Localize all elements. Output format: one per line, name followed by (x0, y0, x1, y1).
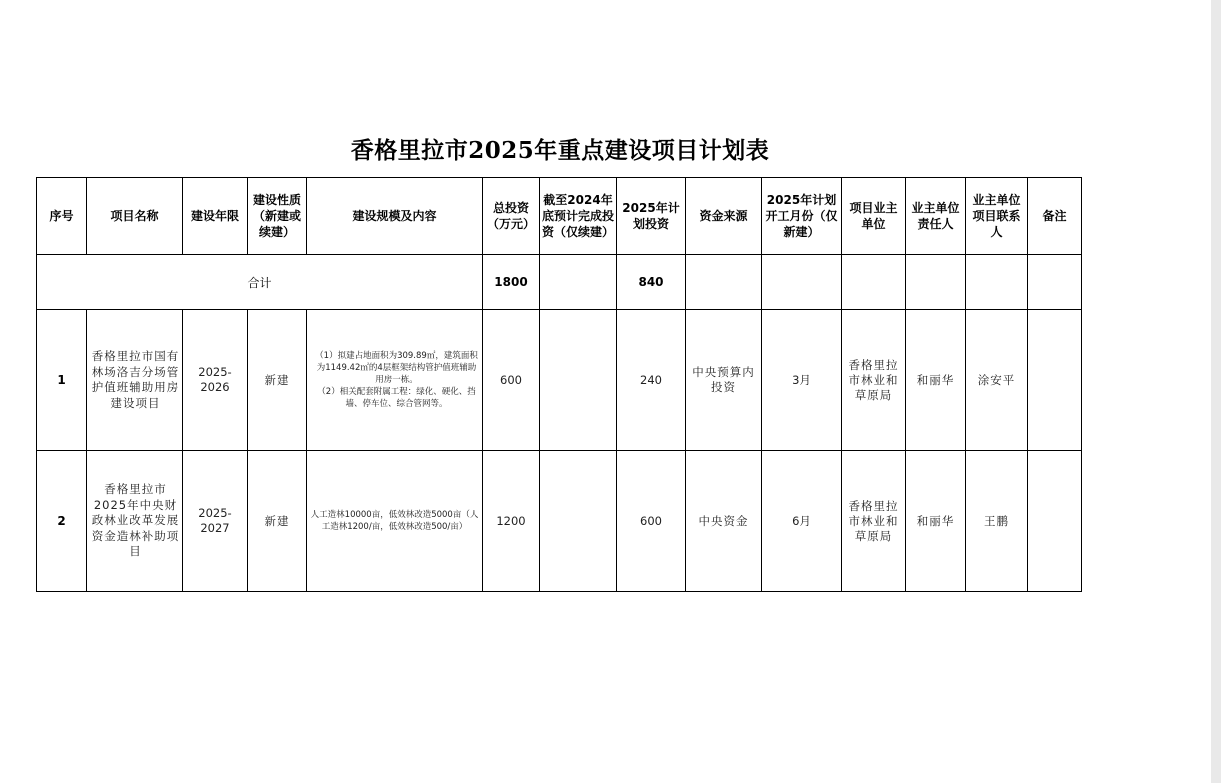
header-nature: 建设性质（新建或续建） (248, 178, 307, 255)
header-name: 项目名称 (87, 178, 183, 255)
total-start-month (762, 255, 842, 310)
table-header-row (37, 178, 1082, 255)
row-years: 2025-2027 (183, 451, 248, 592)
row-content (307, 451, 483, 592)
plan-table (36, 177, 1082, 592)
header-owner: 项目业主单位 (842, 178, 906, 255)
row-owner-contact: 涂安平 (966, 310, 1028, 451)
row-content (307, 310, 483, 451)
row-owner: 香格里拉市林业和草原局 (842, 451, 906, 592)
row-fund-source: 中央资金 (686, 451, 762, 592)
header-years: 建设年限 (183, 178, 248, 255)
total-fund-source (686, 255, 762, 310)
row-fund-source: 中央预算内投资 (686, 310, 762, 451)
row-seq: 2 (37, 451, 87, 592)
header-owner-leader: 业主单位责任人 (906, 178, 966, 255)
total-remarks (1028, 255, 1082, 310)
total-plan-2025-sum: 840 (617, 255, 686, 310)
row-owner-contact: 王鹏 (966, 451, 1028, 592)
header-content: 建设规模及内容 (307, 178, 483, 255)
row-content-line: （1）拟建占地面积为309.89㎡，建筑面积为1149.42㎡的4层框架结构管护值班辅助用房一栋。 (315, 351, 478, 385)
total-owner (842, 255, 906, 310)
total-investment-sum: 1800 (483, 255, 540, 310)
row-completed-2024 (540, 451, 617, 592)
row-nature: 新建 (248, 451, 307, 592)
row-total-investment: 600 (483, 310, 540, 451)
row-total-investment: 1200 (483, 451, 540, 592)
row-content-line: 人工造林10000亩，低效林改造5000亩（人工造林1200/亩，低效林改造500/亩） (310, 510, 479, 532)
row-owner: 香格里拉市林业和草原局 (842, 310, 906, 451)
header-total-investment: 总投资（万元） (483, 178, 540, 255)
row-project-name: 香格里拉市2025年中央财政林业改革发展资金造林补助项目 (87, 451, 183, 592)
header-remarks: 备注 (1028, 178, 1082, 255)
row-completed-2024 (540, 310, 617, 451)
total-owner-leader (906, 255, 966, 310)
header-fund-source: 资金来源 (686, 178, 762, 255)
scrollbar-track[interactable] (1211, 0, 1221, 783)
table-row (37, 451, 1082, 592)
header-completed-2024: 截至2024年底预计完成投资（仅续建） (540, 178, 617, 255)
row-owner-leader: 和丽华 (906, 310, 966, 451)
row-start-month: 3月 (762, 310, 842, 451)
header-plan-2025: 2025年计划投资 (617, 178, 686, 255)
header-seq: 序号 (37, 178, 87, 255)
total-row (37, 255, 1082, 310)
row-remarks (1028, 451, 1082, 592)
page-title: 香格里拉市2025年重点建设项目计划表 (350, 137, 770, 164)
row-remarks (1028, 310, 1082, 451)
row-plan-2025: 600 (617, 451, 686, 592)
total-completed-2024 (540, 255, 617, 310)
header-start-month: 2025年计划开工月份（仅新建） (762, 178, 842, 255)
table-row (37, 310, 1082, 451)
row-nature: 新建 (248, 310, 307, 451)
row-plan-2025: 240 (617, 310, 686, 451)
total-label: 合计 (37, 255, 483, 310)
header-owner-contact: 业主单位项目联系人 (966, 178, 1028, 255)
total-owner-contact (966, 255, 1028, 310)
row-seq: 1 (37, 310, 87, 451)
row-years: 2025-2026 (183, 310, 248, 451)
row-owner-leader: 和丽华 (906, 451, 966, 592)
row-start-month: 6月 (762, 451, 842, 592)
row-content-line: （2）相关配套附属工程：绿化、硬化、挡墙、停车位、综合管网等。 (317, 387, 476, 409)
row-project-name: 香格里拉市国有林场洛吉分场管护值班辅助用房建设项目 (87, 310, 183, 451)
